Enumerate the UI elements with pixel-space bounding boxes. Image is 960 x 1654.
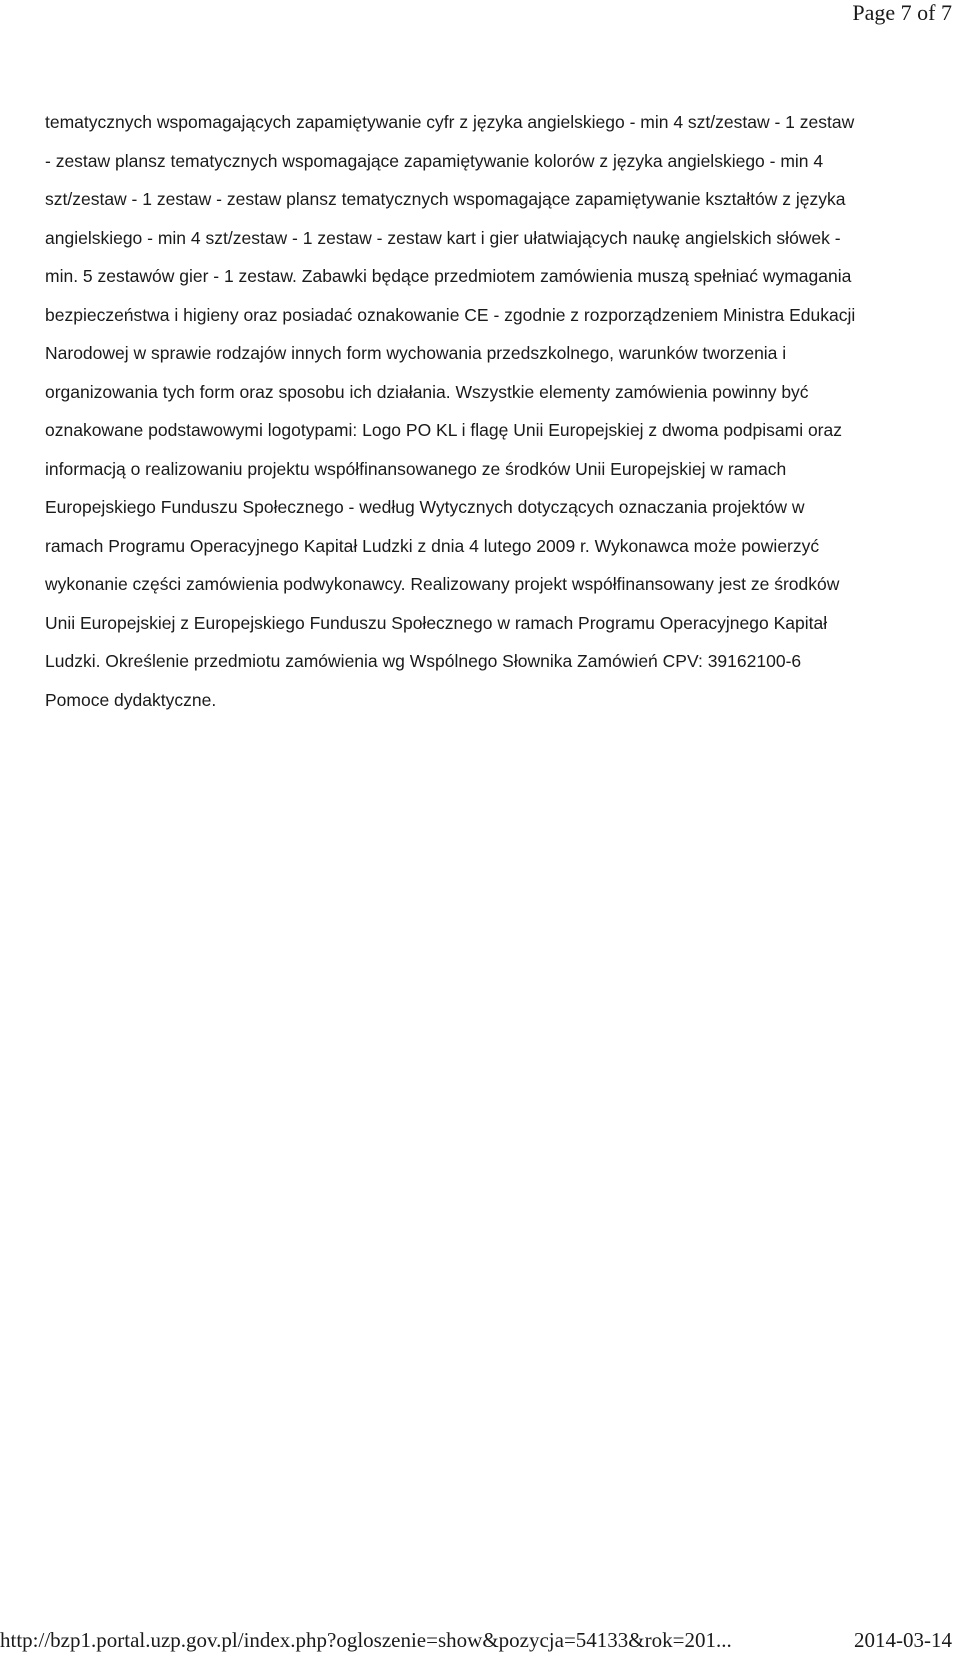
body-line: Europejskiego Funduszu Społecznego - według Wytycznych dotyczących oznaczania projektów w <box>45 497 805 517</box>
footer-date: 2014-03-14 <box>854 1628 952 1652</box>
body-line: szt/zestaw - 1 zestaw - zestaw plansz tematycznych wspomagające zapamiętywanie kształtów z języka <box>45 189 846 209</box>
body-line: Narodowej w sprawie rodzajów innych form wychowania przedszkolnego, warunków tworzenia i <box>45 343 787 363</box>
body-line: Unii Europejskiej z Europejskiego Funduszu Społecznego w ramach Programu Operacyjnego Kapitał <box>45 612 828 633</box>
page-footer <box>0 1626 960 1654</box>
body-line: bezpieczeństwa i higieny oraz posiadać oznakowanie CE - zgodnie z rozporządzeniem Ministra Edukacji <box>45 304 856 325</box>
body-line: Ludzki. Określenie przedmiotu zamówienia wg Wspólnego Słownika Zamówień CPV: 39162100-6 <box>45 651 802 671</box>
body-line: min. 5 zestawów gier - 1 zestaw. Zabawki będące przedmiotem zamówienia muszą spełniać wymagania <box>45 266 852 286</box>
body-line: angielskiego - min 4 szt/zestaw - 1 zestaw - zestaw kart i gier ułatwiających naukę angielskich słówek - <box>45 227 841 248</box>
document-body <box>45 103 950 719</box>
body-line: organizowania tych form oraz sposobu ich działania. Wszystkie elementy zamówienia powinny być <box>45 381 809 402</box>
body-line: wykonanie części zamówienia podwykonawcy. Realizowany projekt współfinansowany jest ze środków <box>45 574 840 594</box>
body-line: tematycznych wspomagających zapamiętywanie cyfr z języka angielskiego - min 4 szt/zestaw - 1 zestaw <box>45 112 855 132</box>
footer-url: http://bzp1.portal.uzp.gov.pl/index.php?ogloszenie=show&pozycja=54133&rok=201... <box>0 1628 732 1652</box>
body-line: informacją o realizowaniu projektu współfinansowanego ze środków Unii Europejskiej w ramach <box>45 458 787 479</box>
page-number: Page 7 of 7 <box>852 0 952 25</box>
body-line: oznakowane podstawowymi logotypami: Logo PO KL i flagę Unii Europejskiej z dwoma podpisami oraz <box>45 420 842 440</box>
body-line: - zestaw plansz tematycznych wspomagające zapamiętywanie kolorów z języka angielskiego - min 4 <box>45 150 824 171</box>
body-line: ramach Programu Operacyjnego Kapitał Ludzki z dnia 4 lutego 2009 r. Wykonawca może powierzyć <box>45 535 820 556</box>
body-line: Pomoce dydaktyczne. <box>45 689 217 710</box>
